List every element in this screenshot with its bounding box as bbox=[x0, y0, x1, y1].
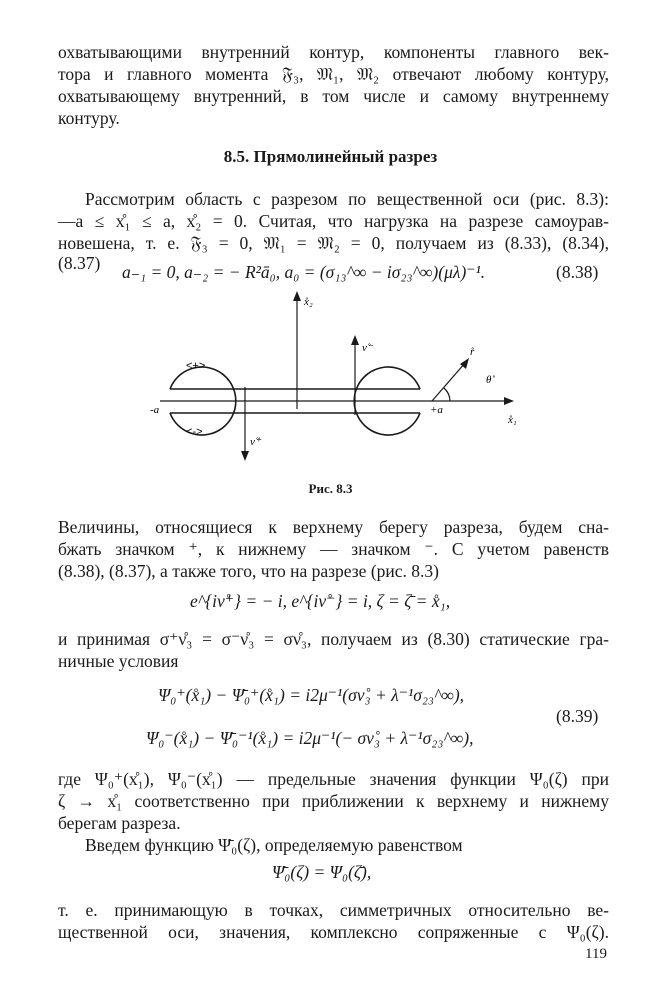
equation-number-8-39: (8.39) bbox=[556, 706, 599, 726]
para1-line-1: Рассмотрим область с разрезом по вещественной оси (рис. 8.3): bbox=[85, 189, 609, 209]
label-r: r̊ bbox=[470, 346, 475, 358]
para1-line-3: новешена, т. е. 𝔉₃ = 0, 𝔐₁ = 𝔐₂ = 0, получаем из (8.33), (8.34), bbox=[58, 233, 609, 253]
equation-number-8-38: (8.38) bbox=[556, 262, 599, 282]
para6-line-1: т. е. принимающую в точках, симметричных относительно ве- bbox=[58, 900, 609, 920]
equation-psi-bar-definition: Ψ̄₀(ζ) = Ψ₀(ζ̄), bbox=[272, 862, 372, 882]
label-nu-minus: ν̊⁻ bbox=[362, 342, 373, 354]
equation-8-39-row-2: Ψ₀⁻(x̊₁) − Ψ̄₀⁻¹(x̊₁) = i2μ⁻¹(− σν̊₃ + λ⁻¹σ₂₃^∞), bbox=[146, 728, 474, 748]
label-lower-bank: <-> bbox=[186, 426, 203, 438]
equation-8-39-row-1: Ψ₀⁺(x̊₁) − Ψ̄₀⁺(x̊₁) = i2μ⁻¹(σν̊₃ + λ⁻¹σ₂₃^∞), bbox=[158, 685, 465, 705]
para2-line-1: Величины, относящиеся к верхнему берегу разреза, будем сна- bbox=[58, 517, 609, 537]
nu-minus-arrowhead bbox=[351, 335, 359, 345]
para4-line-2: ζ → x̊₁ соответственно при приближении к верхнему и нижнему bbox=[58, 791, 609, 811]
intro-line-1: охватывающими внутренний контур, компоненты главного век- bbox=[58, 42, 609, 62]
para3-line-2: ничные условия bbox=[58, 651, 179, 671]
figure-caption: Рис. 8.3 bbox=[308, 481, 353, 496]
para4-line-3: берегам разреза. bbox=[58, 813, 181, 833]
para6-line-2: щественной оси, значения, комплексно сопряженные с Ψ₀(ζ). bbox=[58, 922, 609, 942]
label-x2: x̊₂ bbox=[304, 296, 313, 308]
para4-line-1: где Ψ₀⁺(x̊₁), Ψ₀⁻(x̊₁) — предельные значения функции Ψ₀(ζ) при bbox=[58, 769, 609, 789]
label-neg-a: -a bbox=[150, 404, 160, 416]
intro-line-2: тора и главного момента 𝔉₃, 𝔐₁, 𝔐₂ отвечают любому контуру, bbox=[58, 64, 609, 84]
para1-line-2: —a ≤ x̊₁ ≤ a, x̊₂ = 0. Считая, что нагрузка на разрезе самоурав- bbox=[58, 211, 609, 231]
label-pos-a: +a bbox=[430, 404, 443, 416]
nu-plus-arrowhead bbox=[241, 451, 249, 461]
figure-8-3 bbox=[100, 285, 530, 465]
label-nu-plus: ν̊⁺ bbox=[250, 436, 261, 448]
label-upper-bank: <+> bbox=[186, 360, 206, 372]
x1-arrowhead bbox=[504, 397, 514, 405]
para1-line-4: (8.37) bbox=[58, 253, 101, 273]
equation-8-38: a₋₁ = 0, a₋₂ = − R²ā₀, a₀ = (σ₁₃^∞ − iσ₂₃^∞)(μλ)⁻¹. bbox=[122, 262, 486, 282]
intro-line-3: охватывающему внутренний, в том числе и самому внутреннему bbox=[58, 86, 609, 106]
intro-line-4: контуру. bbox=[58, 108, 120, 128]
section-title: 8.5. Прямолинейный разрез bbox=[223, 147, 438, 166]
label-theta: θ̊ bbox=[486, 374, 492, 386]
equation-cut-values: e^{iν̊⁺} = − i, e^{iν̊⁻} = i, ζ = ζ̄ = x̊₁, bbox=[190, 591, 451, 611]
para5-line-1: Введем функцию Ψ̄₀(ζ), определяемую равенством bbox=[85, 835, 463, 855]
page-number: 119 bbox=[585, 946, 607, 962]
label-x1: x̊₁ bbox=[508, 414, 517, 426]
theta-arc bbox=[444, 388, 450, 401]
para3-line-1: и принимая σ⁺ν̊₃ = σ⁻ν̊₃ = σν̊₃, получаем из (8.30) статические гра- bbox=[58, 629, 609, 649]
para2-line-3: (8.38), (8.37), а также того, что на разрезе (рис. 8.3) bbox=[58, 561, 439, 581]
para2-line-2: бжать значком ⁺, к нижнему — значком ⁻. С учетом равенств bbox=[58, 539, 609, 559]
x2-arrowhead bbox=[293, 291, 301, 301]
